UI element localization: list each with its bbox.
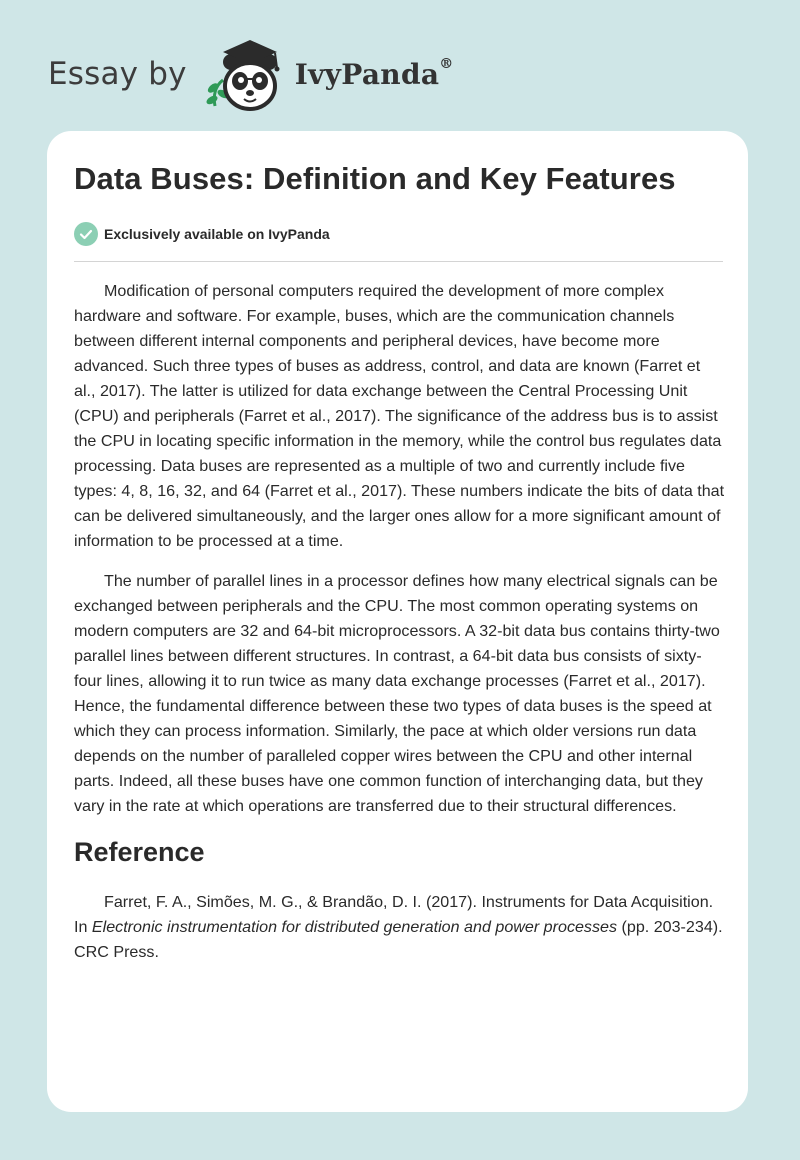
- reference-authors: Farret, F. A., Simões, M. G., & Brandão, D. I. (2017). Instruments for Data Acquisition. In: [74, 893, 714, 936]
- panda-logo-icon: [203, 34, 299, 114]
- paragraph: The number of parallel lines in a processor defines how many electrical signals can be exchanged between peripherals and the CPU. The most common operating systems on modern computers are 32 and 64-bit microprocessors. A 32-bit data bus contains thirty-two parallel lines between different structures. In contrast, a 64-bit data bus consists of sixty-four lines, allowing it to run twice as many data exchange processes (Farret et al., 2017). Hence, the fundamental difference between these two types of data buses is the speed at which they can process information. Similarly, the pace at which older versions run data depends on the number of paralleled copper wires between the CPU and other internal parts. Indeed, all these buses have one common function of interchanging data, but they vary in the rate at which operations are transferred due to their structural differences.: [74, 572, 720, 815]
- essay-card: [47, 131, 748, 1112]
- essay-body: [74, 279, 726, 965]
- brand-prefix: Essay by: [48, 56, 187, 92]
- brand-name: IvyPanda®: [294, 55, 454, 91]
- check-icon: [74, 222, 98, 246]
- reference-source: Electronic instrumentation for distributed generation and power processes: [91, 918, 618, 936]
- page-title: Data Buses: Definition and Key Features: [74, 161, 676, 196]
- reference-heading: Reference: [74, 837, 205, 867]
- divider: [74, 261, 723, 262]
- paragraph: Modification of personal computers required the development of more complex hardware and software. For example, buses, which are the communication channels between different internal components and peripheral devices, have become more advanced. Such three types of buses as address, control, and data are known (Farret et al., 2017). The latter is utilized for data exchange between the Central Processing Unit (CPU) and peripherals (Farret et al., 2017). The significance of the address bus is to assist the CPU in locating specific information in the memory, while the control bus regulates data processing. Data buses are represented as a multiple of two and currently include five types: 4, 8, 16, 32, and 64 (Farret et al., 2017). These numbers indicate the bits of data that can be delivered simultaneously, and the larger ones allow for a more significant amount of information to be processed at a time.: [74, 282, 725, 550]
- badge-label: Exclusively available on IvyPanda: [104, 226, 330, 242]
- reference-entry: [74, 890, 726, 965]
- reference-tail: (pp. 203-234). CRC Press.: [74, 918, 723, 961]
- exclusive-badge: [74, 222, 330, 246]
- site-brand[interactable]: [48, 34, 454, 114]
